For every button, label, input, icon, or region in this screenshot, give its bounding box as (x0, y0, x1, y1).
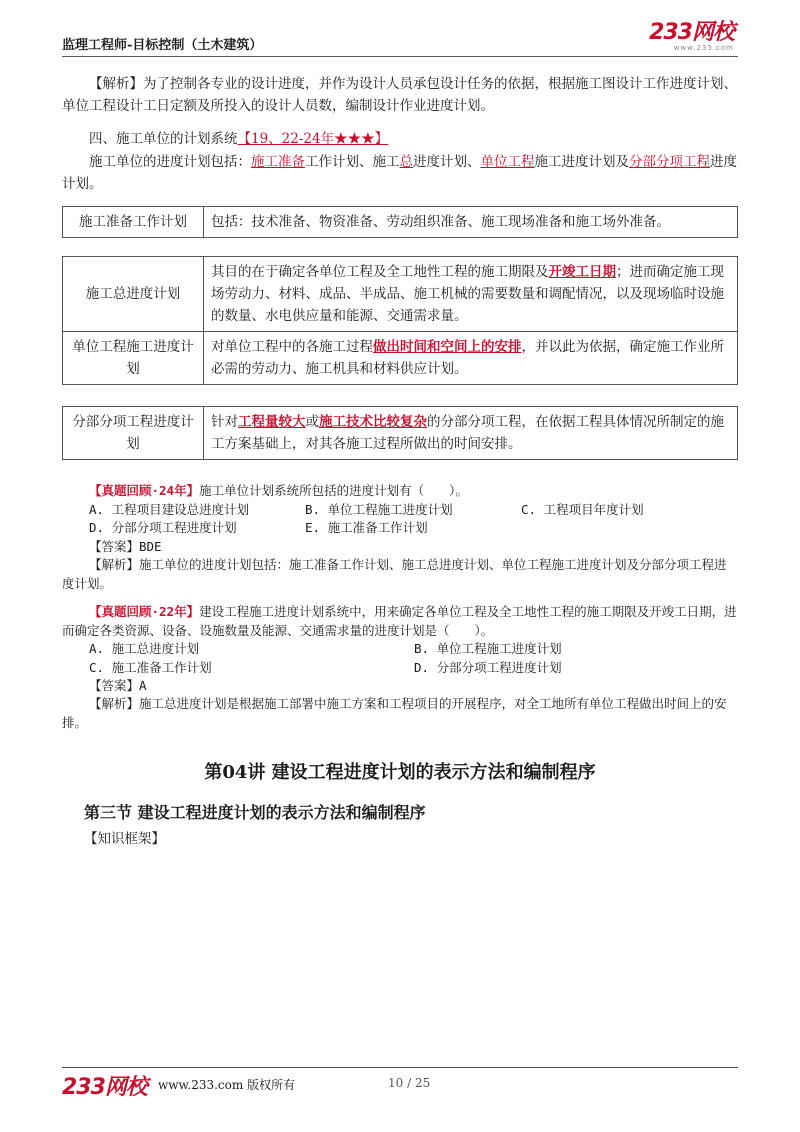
option-a: A. 施工总进度计划 (89, 641, 200, 656)
options-row (89, 640, 739, 659)
option-d: D. 分部分项工程进度计划 (89, 520, 237, 535)
intro-text: 施工单位的进度计划包括： (89, 154, 251, 170)
logo-url: www.233.com (673, 44, 734, 52)
question-answer: 【答案】BDE (89, 538, 162, 554)
logo-text: 233网校 (649, 20, 734, 45)
options-row (89, 519, 739, 538)
plan-table-main (62, 256, 738, 385)
question-text: 施工单位计划系统所包括的进度计划有（ ）。 (199, 483, 468, 498)
table-key: 分部分项工程进度计划 (63, 407, 204, 460)
value-emphasis: 开竣工日期 (548, 264, 616, 280)
analysis-label: 【解析】 (89, 76, 143, 92)
intro-text: 施工进度计划及 (534, 154, 629, 170)
options-row (89, 501, 739, 520)
footer-rule (62, 1067, 738, 1068)
option-b: B. 单位工程施工进度计划 (414, 641, 562, 656)
exam-question-24 (89, 482, 739, 556)
option-e: E. 施工准备工作计划 (305, 520, 428, 535)
question-analysis: 【解析】施工单位的进度计划包括：施工准备工作计划、施工总进度计划、单位工程施工进度计划及分部分项工程进度计划。 (62, 557, 727, 591)
section-title: 第三节 建设工程进度计划的表示方法和编制程序 (84, 803, 426, 822)
value-emphasis: 做出时间和空间上的安排 (373, 339, 522, 355)
value-emphasis: 施工技术比较复杂 (319, 414, 427, 430)
exam-question-22 (62, 603, 738, 640)
value-text: 对单位工程中的各施工过程 (211, 339, 373, 355)
table-row (63, 407, 738, 460)
option-c: C. 施工准备工作计划 (89, 659, 212, 675)
table-key: 单位工程施工进度计划 (63, 332, 204, 385)
table-value (204, 257, 738, 332)
option-c: C. 工程项目年度计划 (521, 501, 644, 517)
value-emphasis: 工程量较大 (238, 414, 306, 430)
question-answer: 【答案】A (89, 678, 147, 693)
table-key: 施工准备工作计划 (63, 207, 204, 238)
analysis-paragraph (62, 73, 738, 117)
value-text: ，并以此为依据，确定施工作业所必需的劳动力、施工机具和材料供应计划。 (211, 339, 724, 377)
plan-table-subitem (62, 406, 738, 460)
option-b: B. 单位工程施工进度计划 (305, 501, 453, 517)
value-text: 其目的在于确定各单位工程及全工地性工程的施工期限及 (211, 264, 549, 280)
option-d: D. 分部分项工程进度计划 (414, 659, 562, 675)
intro-text: 工作计划、施工 (305, 154, 400, 170)
table-value: 包括：技术准备、物资准备、劳动组织准备、施工现场准备和施工场外准备。 (204, 207, 738, 238)
question-text: 建设工程施工进度计划系统中，用来确定各单位工程及全工地性工程的施工期限及开竣工日期，进而确定各类资源、设备、设施数量及能源、交通需求量的进度计划是（ ）。 (62, 604, 737, 638)
brand-logo[interactable] (649, 22, 734, 52)
analysis-text: 为了控制各专业的设计进度，并作为设计人员承包设计任务的依据，根据施工图设计工作进度计划、单位工程设计工日定额及所投入的设计人员数，编制设计作业进度计划。 (62, 76, 737, 114)
header-rule (62, 56, 738, 57)
section-intro (62, 151, 738, 195)
term-total: 总 (399, 154, 413, 170)
value-text: ；进而确定施工现场劳动力、材料、成品、半成品、施工机械的需要数量和调配情况，以及现场临时设施的数量、水电供应量和能源、交通需求量。 (211, 264, 724, 324)
header-title: 监理工程师-目标控制（土木建筑） (62, 38, 263, 53)
section-heading (89, 128, 388, 150)
page-number: 10 / 25 (388, 1076, 431, 1090)
table-key: 施工总进度计划 (63, 257, 204, 332)
options-row (89, 659, 739, 678)
plan-table-prep (62, 206, 738, 238)
term-prep: 施工准备 (251, 154, 305, 170)
intro-text: 进度计划。 (62, 154, 737, 192)
section-heading-text: 四、施工单位的计划系统 (89, 131, 238, 147)
question-analysis: 【解析】施工总进度计划是根据施工部署中施工方案和工程项目的开展程序，对全工地所有单位工程做出时间上的安排。 (62, 696, 727, 730)
table-row (63, 207, 738, 238)
option-a: A. 工程项目建设总进度计划 (89, 501, 250, 517)
table-value (204, 407, 738, 460)
footer-copyright: www.233.com 版权所有 (158, 1078, 296, 1092)
table-row (63, 257, 738, 332)
footer-logo[interactable]: 233网校 (62, 1075, 147, 1100)
question-options (89, 640, 739, 696)
question-label: 【真题回顾·22年】 (89, 604, 200, 619)
question-stem (89, 482, 739, 501)
value-text: 的分部分项工程，在依据工程具体情况所制定的施工方案基础上，对其各施工过程所做出的时间安排。 (211, 414, 724, 452)
intro-text: 进度计划、 (413, 154, 481, 170)
term-unit: 单位工程 (480, 154, 535, 170)
lecture-title: 第04讲 建设工程进度计划的表示方法和编制程序 (204, 762, 596, 783)
table-value (204, 332, 738, 385)
question-label: 【真题回顾·24年】 (89, 483, 200, 498)
table-row (63, 332, 738, 385)
value-text: 针对 (211, 414, 238, 430)
term-subitem: 分部分项工程 (629, 154, 710, 170)
value-text: 或 (305, 414, 319, 430)
exam-years-tag: 【19、22-24年★★★】 (237, 131, 389, 147)
framework-label: 【知识框架】 (84, 831, 165, 847)
